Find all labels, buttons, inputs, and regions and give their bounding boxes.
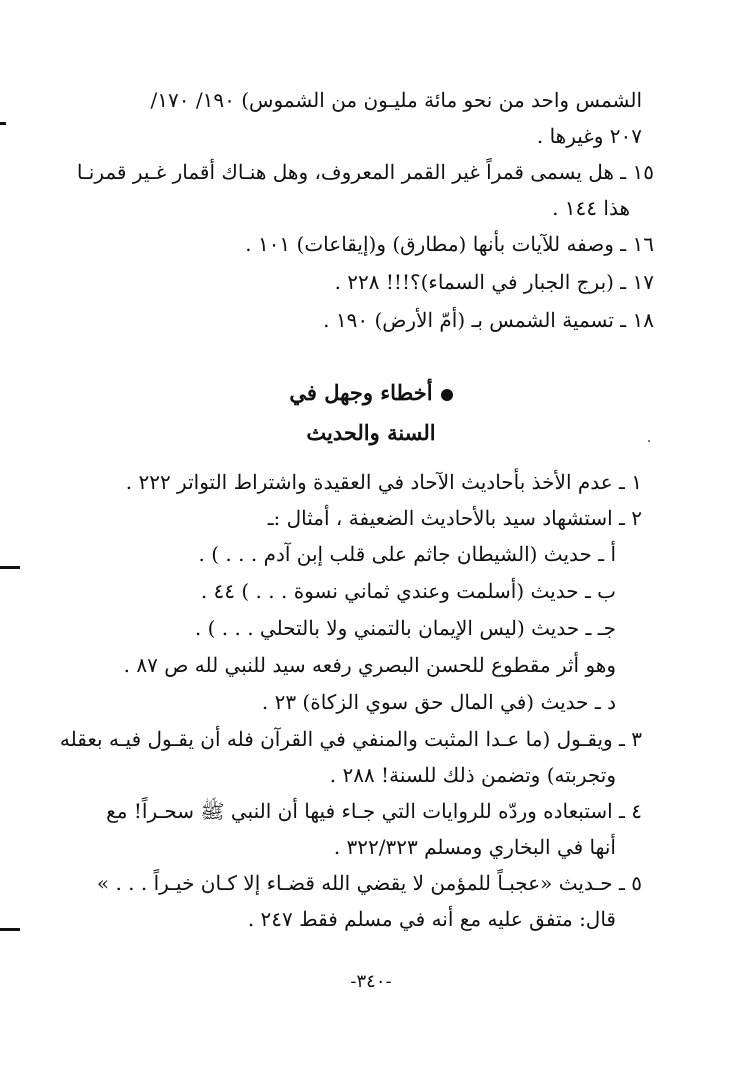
section-title bbox=[0, 378, 742, 408]
text-line: ٢٠٧ وغيرها . bbox=[536, 124, 642, 148]
list-item: أنها في البخاري ومسلم ٣٢٢/٣٢٣ . bbox=[333, 835, 616, 859]
list-item: وهو أثر مقطوع للحسن البصري رفعه سيد للنبي لله ص ٨٧ . bbox=[123, 653, 616, 677]
text-line: الشمس واحد من نحو مائة مليـون من الشموس) ١٩٠/ ١٧٠/ bbox=[150, 88, 642, 112]
list-item: ٥ ـ حـديث «عجبـاً للمؤمن لا يقضي الله قضـاء إلا كـان خيـراً . . . » bbox=[96, 871, 642, 895]
list-item: د ـ حديث (في المال حق سوي الزكاة) ٢٣ . bbox=[261, 690, 616, 714]
section-title-line1: أخطاء وجهل في bbox=[289, 380, 433, 405]
list-item: وتجربته) وتضمن ذلك للسنة! ٢٨٨ . bbox=[329, 763, 616, 787]
text-line: ١٧ ـ (برج الجبار في السماء)؟!!! ٢٢٨ . bbox=[334, 270, 654, 294]
list-item: جـ ـ حديث (ليس الإيمان بالتمني ولا بالتحلي . . . ) . bbox=[194, 616, 616, 640]
list-item: ٤ ـ استبعاده وردّه للروايات التي جـاء فيها أن النبي ﷺ سحـراً! مع bbox=[106, 799, 642, 823]
list-item: ٢ ـ استشهاد سيد بالأحاديث الضعيفة ، أمثال :ـ bbox=[267, 506, 642, 530]
list-item: ب ـ حديث (أسلمت وعندي ثماني نسوة . . . ) ٤٤ . bbox=[200, 579, 616, 603]
section-title-line2: السنة والحديث bbox=[306, 420, 436, 445]
scan-edge-mark bbox=[0, 566, 20, 569]
list-item: أ ـ حديث (الشيطان جاثم على قلب إبن آدم . . . ) . bbox=[198, 542, 616, 566]
list-item: ١ ـ عدم الأخذ بأحاديث الآحاد في العقيدة واشتراط التواتر ٢٢٢ . bbox=[125, 470, 642, 494]
page-number: -٣٤٠- bbox=[350, 971, 392, 992]
text-line: هذا ١٤٤ . bbox=[552, 196, 630, 220]
scan-edge-mark bbox=[0, 122, 6, 125]
text-line: ١٦ ـ وصفه للآيات بأنها (مطارق) و(إيقاعات) ١٠١ . bbox=[245, 232, 654, 256]
scan-speck bbox=[648, 440, 650, 442]
text-line: ١٥ ـ هل يسمى قمراً غير القمر المعروف، وهل هنـاك أقمار غـير قمرنـا bbox=[76, 160, 654, 184]
scan-edge-mark bbox=[0, 928, 20, 931]
text-line: ١٨ ـ تسمية الشمس بـ (أمّ الأرض) ١٩٠ . bbox=[323, 308, 654, 332]
list-item: قال: متفق عليه مع أنه في مسلم فقط ٢٤٧ . bbox=[247, 907, 616, 931]
bullet-icon bbox=[441, 389, 453, 401]
list-item: ٣ ـ ويقـول (ما عـدا المثبت والمنفي في القرآن فله أن يقـول فيـه بعقله bbox=[59, 727, 642, 751]
